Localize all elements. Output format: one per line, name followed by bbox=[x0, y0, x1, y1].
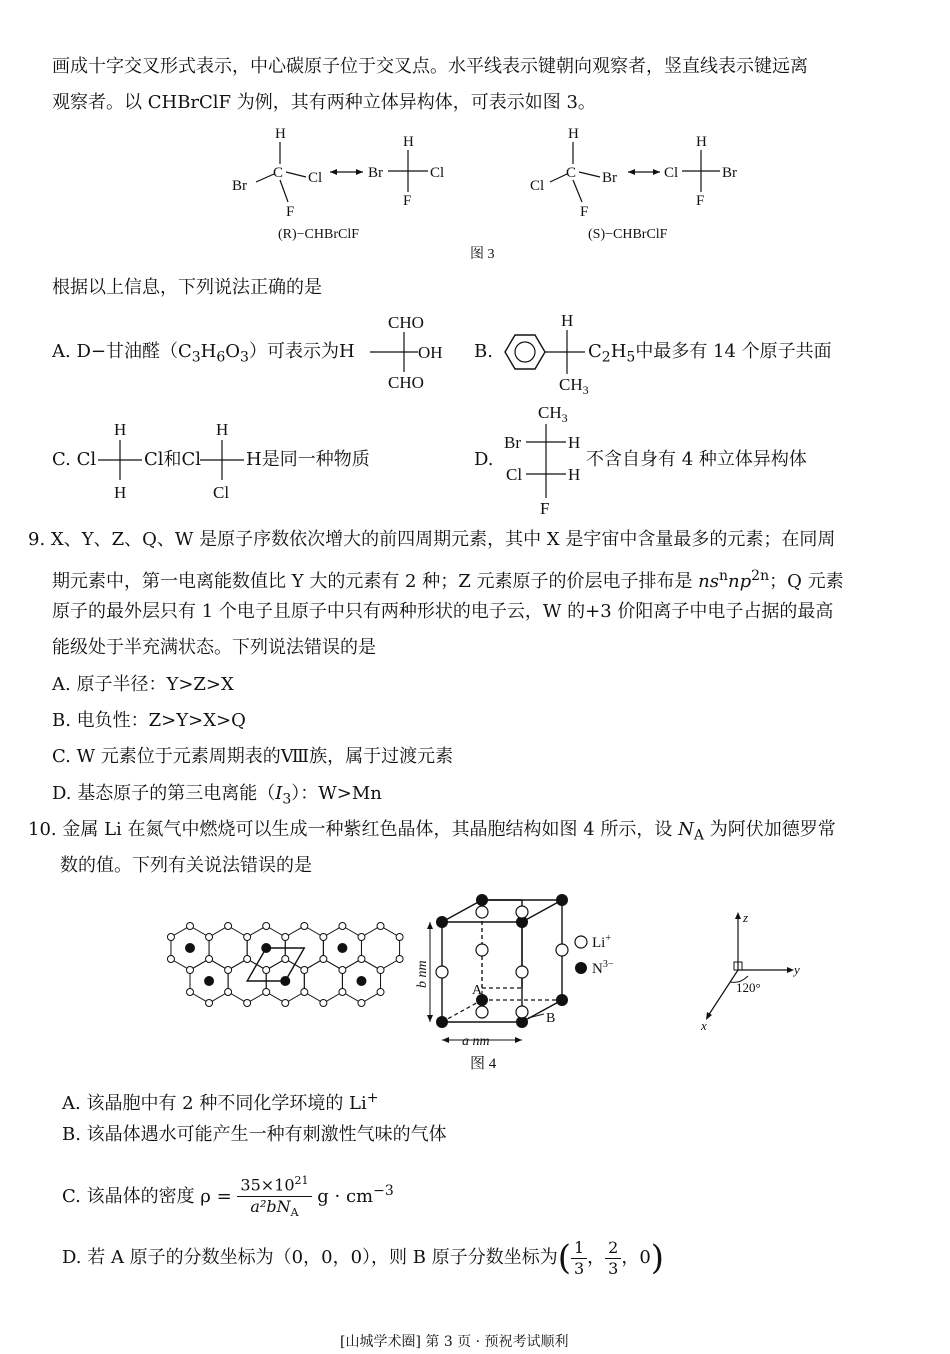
lattice-n-atom bbox=[185, 943, 195, 953]
figure-3 bbox=[220, 122, 750, 262]
svg-text:Cl: Cl bbox=[530, 178, 545, 194]
lattice-n-atom bbox=[204, 976, 214, 986]
svg-text:H: H bbox=[403, 134, 414, 150]
q10-line-2: 数的值。下列有关说法错误的是 bbox=[60, 855, 312, 876]
lattice-li-atom bbox=[282, 934, 289, 941]
svg-text:Br: Br bbox=[504, 433, 521, 452]
figure-3-caption: 图 3 bbox=[470, 247, 495, 262]
lattice-li-atom bbox=[225, 989, 232, 996]
lattice-li-atom bbox=[339, 967, 346, 974]
lattice-hexagon bbox=[304, 959, 342, 1003]
q8-option-c-mid: Cl和Cl bbox=[144, 449, 202, 470]
axes-diagram bbox=[700, 910, 800, 1033]
atom-br: Br bbox=[232, 178, 247, 194]
q9-line-2: 期元素中，第一电离能数值比 Y 大的元素有 2 种；Z 元素原子的价层电子排布是 $ns^nnp^{2n}$；Q 元素 bbox=[52, 568, 844, 592]
s-wedge-structure bbox=[530, 126, 617, 220]
page-footer: [山城学术圈] 第 3 页 · 预祝考试顺利 bbox=[340, 1334, 569, 1350]
svg-text:Br: Br bbox=[368, 165, 383, 181]
svg-text:F: F bbox=[403, 193, 412, 209]
density-fraction: $\frac{35\times 10^{21}}{a^2bN_A}$ bbox=[237, 1171, 311, 1223]
svg-text:F: F bbox=[580, 204, 589, 220]
svg-text:CHO: CHO bbox=[388, 373, 424, 392]
svg-text:z: z bbox=[743, 910, 749, 925]
s-label: (S)−CHBrClF bbox=[588, 227, 668, 242]
lattice-li-atom bbox=[320, 956, 327, 963]
intro-line-1: 画成十字交叉形式表示，中心碳原子位于交叉点。水平线表示键朝向观察者，竖直线表示键远离 bbox=[52, 56, 808, 77]
svg-text:Cl: Cl bbox=[506, 465, 523, 484]
svg-text:C: C bbox=[566, 165, 577, 181]
lattice-li-atom bbox=[301, 989, 308, 996]
lattice-li-atom bbox=[187, 923, 194, 930]
dim-a-label: a nm bbox=[462, 1034, 490, 1049]
lattice-hexagon bbox=[209, 926, 247, 970]
svg-text:H: H bbox=[696, 134, 707, 150]
lattice-li-atom bbox=[396, 934, 403, 941]
atom-cl: Cl bbox=[308, 170, 323, 186]
atom-label-b: B bbox=[546, 1011, 556, 1026]
lattice-li-atom bbox=[339, 923, 346, 930]
svg-text:H: H bbox=[561, 311, 574, 330]
lattice-li-atom bbox=[206, 956, 213, 963]
svg-text:N3−: $N^{3-}$ bbox=[592, 959, 614, 977]
lattice-li-atom bbox=[263, 923, 270, 930]
q9-option-d[interactable]: D. 基态原子的第三电离能$(I_3)$：W>Mn bbox=[52, 783, 382, 808]
lattice-li-atom bbox=[358, 956, 365, 963]
svg-text:Cl: Cl bbox=[430, 165, 445, 181]
legend-li-icon bbox=[575, 936, 587, 948]
atom-label-a: A bbox=[472, 983, 483, 998]
q10-option-d[interactable]: D. 若 A 原子的分数坐标为（0，0，0），则 B 原子分数坐标为( $\frac{1}{3}$ ， $\frac{2}{3}$ ，0) bbox=[62, 1237, 665, 1278]
svg-text:CH3: $CH_3$ bbox=[559, 375, 589, 395]
lattice-li-atom bbox=[282, 956, 289, 963]
lattice-li-atom bbox=[320, 934, 327, 941]
fraction-one-third: $\frac{1}{3}$ bbox=[571, 1238, 587, 1279]
lattice-li-atom bbox=[244, 1000, 251, 1007]
q9-line-3: 原子的最外层只有 1 个电子且原子中只有两种形状的电子云，W 的+3 价阳离子中电子占据的最高 bbox=[52, 601, 834, 622]
lattice-li-atom bbox=[320, 1000, 327, 1007]
lattice-n-atom bbox=[356, 976, 366, 986]
fraction-two-thirds: $\frac{2}{3}$ bbox=[605, 1238, 621, 1279]
lattice-li-atom bbox=[358, 1000, 365, 1007]
svg-text:H: H bbox=[568, 126, 579, 142]
figure-4 bbox=[160, 888, 820, 1078]
q9-option-b[interactable]: B. 电负性：Z>Y>X>Q bbox=[52, 710, 246, 731]
lattice-li-atom bbox=[377, 989, 384, 996]
atom-h: H bbox=[275, 126, 286, 142]
s-double-arrow bbox=[628, 169, 660, 175]
lattice-n-atom bbox=[337, 943, 347, 953]
q10-option-c[interactable]: C. 该晶体的密度 ρ = $\frac{35\times 10^{21}}{a^2bN_A}$ $g \cdot cm^{-3}$ bbox=[62, 1166, 394, 1216]
r-fischer-projection bbox=[368, 134, 444, 209]
lattice-li-atom bbox=[396, 956, 403, 963]
lattice-li-atom bbox=[206, 1000, 213, 1007]
svg-text:CH3: $CH_3$ bbox=[538, 403, 568, 425]
unit-cell bbox=[436, 894, 568, 1028]
svg-text:Cl: Cl bbox=[664, 165, 679, 181]
lattice-li-atom bbox=[244, 934, 251, 941]
lattice-li-atom bbox=[263, 967, 270, 974]
lattice-li-atom bbox=[282, 1000, 289, 1007]
q8-option-c-prefix[interactable]: C. Cl bbox=[52, 449, 97, 470]
svg-text:Br: Br bbox=[602, 170, 617, 186]
q9-option-a[interactable]: A. 原子半径：Y>Z>X bbox=[52, 674, 234, 695]
q10-option-b[interactable]: B. 该晶体遇水可能产生一种有刺激性气味的气体 bbox=[62, 1124, 447, 1145]
atom-f: F bbox=[286, 204, 295, 220]
q8-option-b-label[interactable]: B. bbox=[474, 341, 493, 362]
q8-option-d-label[interactable]: D. bbox=[474, 449, 494, 470]
lattice-li-atom bbox=[187, 967, 194, 974]
q8-option-c-suffix: H是同一种物质 bbox=[246, 449, 370, 470]
q10-option-a[interactable]: A. 该晶胞中有 2 种不同化学环境的 Li+ bbox=[62, 1090, 379, 1114]
hexagonal-lattice bbox=[167, 923, 403, 1007]
lattice-li-atom bbox=[301, 967, 308, 974]
svg-text:CHO: CHO bbox=[388, 313, 424, 332]
intro-line-2: 观察者。以 CHBrClF 为例，其有两种立体异构体，可表示如图 3。 bbox=[52, 92, 596, 113]
svg-text:H: H bbox=[114, 420, 127, 439]
svg-text:Br: Br bbox=[722, 165, 737, 181]
q9-line-4: 能级处于半充满状态。下列说法错误的是 bbox=[52, 637, 376, 658]
lattice-li-atom bbox=[225, 923, 232, 930]
lattice-li-atom bbox=[225, 967, 232, 974]
svg-text:F: F bbox=[696, 193, 705, 209]
lattice-li-atom bbox=[263, 989, 270, 996]
svg-text:120°: 120° bbox=[736, 980, 761, 995]
svg-text:H: H bbox=[568, 465, 581, 484]
r-wedge-structure bbox=[232, 126, 322, 220]
q9-option-c[interactable]: C. W 元素位于元素周期表的Ⅷ族，属于过渡元素 bbox=[52, 746, 454, 767]
lattice-li-atom bbox=[339, 989, 346, 996]
lattice-li-atom bbox=[167, 934, 174, 941]
svg-text:F: F bbox=[540, 499, 550, 518]
lattice-hexagon bbox=[361, 926, 399, 970]
q8-option-b-text[interactable]: $C_2H_5$中最多有 14 个原子共面 bbox=[588, 341, 832, 366]
legend-n-icon bbox=[575, 962, 587, 974]
lattice-li-atom bbox=[377, 967, 384, 974]
lattice-li-atom bbox=[206, 934, 213, 941]
svg-text:OH: OH bbox=[418, 343, 443, 362]
q8-option-d-text: 不含自身有 4 种立体异构体 bbox=[586, 449, 807, 470]
lattice-li-atom bbox=[358, 934, 365, 941]
dimension-marks bbox=[415, 922, 522, 1072]
q8-option-a[interactable]: A. D−甘油醛$(C_3H_6O_3)$可表示为H bbox=[52, 341, 355, 366]
lattice-li-atom bbox=[244, 956, 251, 963]
q10-line-1: 10. 金属 Li 在氮气中燃烧可以生成一种紫红色晶体，其晶胞结构如图 4 所示，设 $N_A$ 为阿伏加德罗常 bbox=[28, 819, 836, 844]
r-double-arrow bbox=[330, 169, 363, 175]
legend bbox=[575, 933, 614, 977]
atom-c: C bbox=[273, 165, 284, 181]
s-fischer-projection bbox=[664, 134, 737, 209]
r-label: (R)−CHBrClF bbox=[278, 227, 360, 242]
lattice-li-atom bbox=[301, 923, 308, 930]
svg-text:Cl: Cl bbox=[213, 483, 230, 502]
figure-4-caption: 图 4 bbox=[470, 1056, 497, 1072]
svg-text:H: H bbox=[568, 433, 581, 452]
svg-text:H: H bbox=[114, 483, 127, 502]
q8-stem: 根据以上信息，下列说法正确的是 bbox=[52, 277, 322, 298]
lattice-li-atom bbox=[187, 989, 194, 996]
svg-text:Li+: Li+ bbox=[592, 933, 611, 951]
dim-b-label: b nm bbox=[415, 960, 430, 988]
lattice-li-atom bbox=[377, 923, 384, 930]
svg-text:y: y bbox=[794, 962, 800, 977]
lattice-li-atom bbox=[167, 956, 174, 963]
svg-text:H: H bbox=[216, 420, 229, 439]
q8-a-fischer bbox=[370, 310, 470, 395]
svg-text:x: x bbox=[701, 1018, 707, 1033]
q9-line-1: 9. X、Y、Z、Q、W 是原子序数依次增大的前四周期元素，其中 X 是宇宙中含量最多的元素；在同周 bbox=[28, 529, 836, 550]
q8-d-structure bbox=[500, 398, 590, 518]
